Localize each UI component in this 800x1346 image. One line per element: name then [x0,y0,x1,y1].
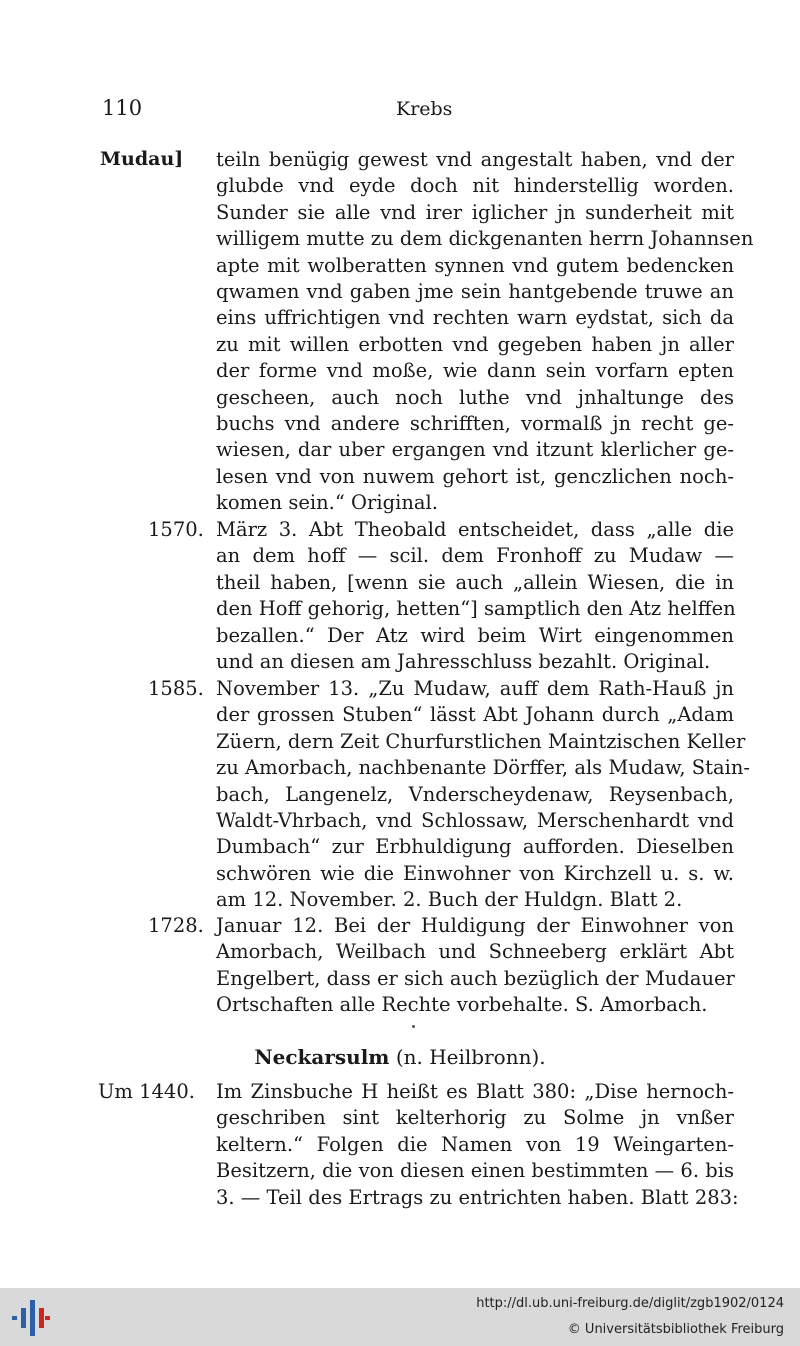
page-number: 110 [102,96,143,120]
text-line: November 13. „Zu Mudaw, auff dem Rath-Hauß jn [216,677,734,700]
text-line: an dem hoff — scil. dem Fronhoff zu Mudaw — [216,544,734,568]
text-line: komen sein.“ Original. [216,491,438,515]
text-line: wiesen, dar uber ergangen vnd itzunt klerlicher ge- [216,438,734,462]
text-line: lesen vnd von nuwem gehort ist, genczlichen noch- [216,464,734,488]
entry-year: Um 1440. [98,1080,195,1103]
text-line: der grossen Stuben“ lässt Abt Johann durch „Adam [216,703,734,727]
text-line: 3. — Teil des Ertrags zu entrichten haben. Blatt 283: [216,1185,739,1209]
text-line: schwören wie die Einwohner von Kirchzell u. s. w. [216,861,734,885]
entry-year: 1728. [148,914,204,937]
text-line: am 12. November. 2. Buch der Huldgn. Blatt 2. [216,888,683,912]
library-logo-icon [10,1298,50,1338]
ornament-dot [412,1025,415,1028]
text-line: Besitzern, die von diesen einen bestimmten — 6. bis [216,1159,734,1183]
section-heading [0,1045,800,1069]
entry-year: 1570. [148,518,204,541]
footer-url[interactable]: http://dl.ub.uni-freiburg.de/diglit/zgb1902/0124 [476,1296,784,1311]
text-line: Im Zinsbuche H heißt es Blatt 380: „Dise hernoch- [216,1080,734,1103]
text-line: und an diesen am Jahresschluss bezahlt. Original. [216,650,711,673]
section-note: (n. Heilbronn). [389,1045,546,1069]
text-line: zu Amorbach, nachbenante Dörffer, als Mudaw, Stain- [216,756,751,780]
text-line: Waldt-Vhrbach, vnd Schlossaw, Merschenhardt vnd [216,809,734,832]
footer-copyright: © Universitätsbibliothek Freiburg [567,1322,784,1337]
text-line: geschriben sint kelterhorig zu Solme jn vnßer [216,1106,734,1130]
text-line: willigem mutte zu dem dickgenanten herrn Johannsen [216,227,754,251]
text-line: Amorbach, Weilbach und Schneeberg erklärt Abt [216,940,734,964]
text-line: eins uffrichtigen vnd rechten warn eydstat, sich da [216,306,734,330]
text-line: qwamen vnd gaben jme sein hantgebende truwe an [216,280,734,303]
text-line: gescheen, auch noch luthe vnd jnhaltunge des [216,385,734,409]
section-place: Neckarsulm [254,1045,390,1069]
text-line: Sunder sie alle vnd irer iglicher jn sunderheit mit [216,200,734,224]
text-line: Ortschaften alle Rechte vorbehalte. S. Amorbach. [216,993,708,1017]
text-line: apte mit wolberatten synnen vnd gutem bedencken [216,253,734,277]
text-line: März 3. Abt Theobald entscheidet, dass „alle die [216,518,734,541]
text-line: glubde vnd eyde doch nit hinderstellig worden. [216,174,734,198]
text-line: teiln benügig gewest vnd angestalt haben, vnd der [216,148,734,171]
text-line: buchs vnd andere schrifften, vormalß jn recht ge- [216,412,734,435]
text-line: Dumbach“ zur Erbhuldigung aufforden. Dieselben [216,835,734,859]
text-line: Züern, dern Zeit Churfurstlichen Maintzischen Keller [216,729,746,753]
text-line: keltern.“ Folgen die Namen von 19 Weingarten- [216,1132,734,1156]
text-line: den Hoff gehorig, hetten“] samptlich den Atz helffen [216,597,736,621]
footer-bar [0,1288,800,1346]
text-line: bezallen.“ Der Atz wird beim Wirt eingenommen [216,623,734,647]
text-line: theil haben, [wenn sie auch „allein Wiesen, die in [216,570,734,594]
margin-label: Mudau] [100,148,184,170]
running-head: Krebs [396,98,453,120]
entry-year: 1585. [148,677,204,700]
text-line: zu mit willen erbotten vnd gegeben haben jn aller [216,332,734,356]
text-line: Januar 12. Bei der Huldigung der Einwohner von [216,914,734,937]
text-line: Engelbert, dass er sich auch bezüglich der Mudauer [216,966,735,990]
text-line: der forme vnd moße, wie dann sein vorfarn epten [216,359,734,383]
text-line: bach, Langenelz, Vnderscheydenaw, Reysenbach, [216,782,734,806]
